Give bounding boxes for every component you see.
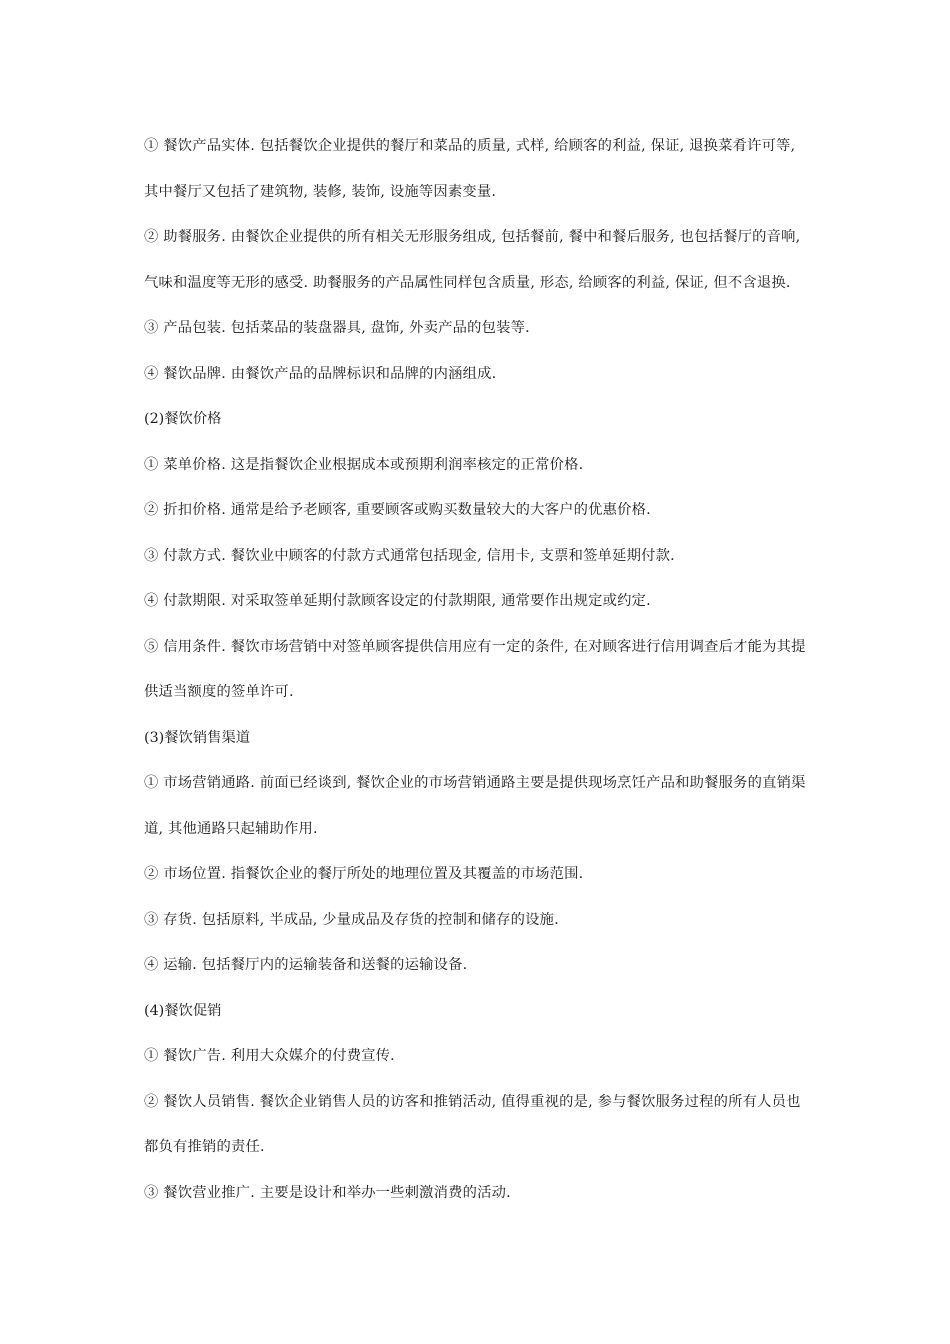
document-body (144, 124, 814, 1216)
section-heading-price: (2)餐饮价格 (144, 411, 222, 427)
paragraph-personal-selling: ② 餐饮人员销售. 餐饮企业销售人员的访客和推销活动, 值得重视的是, 参与餐饮服务过程的所有人员也都负有推销的责任. (144, 1093, 801, 1155)
paragraph-inventory: ③ 存货. 包括原料, 半成品, 少量成品及存货的控制和储存的设施. (144, 911, 559, 928)
paragraph-dining-service: ② 助餐服务. 由餐饮企业提供的所有相关无形服务组成, 包括餐前, 餐中和餐后服务, 也包括餐厅的音响, 气味和温度等无形的感受. 助餐服务的产品属性同样包含质量, 形态, 给顾客的利益, 保证, 但不含退换. (144, 229, 801, 291)
paragraph-brand: ④ 餐饮品牌. 由餐饮产品的品牌标识和品牌的内涵组成. (144, 365, 497, 382)
paragraph-payment-term: ④ 付款期限. 对采取签单延期付款顾客设定的付款期限, 通常要作出规定或约定. (144, 593, 651, 609)
paragraph-packaging: ③ 产品包装. 包括菜品的装盘器具, 盘饰, 外卖产品的包装等. (144, 320, 530, 336)
paragraph-transport: ④ 运输. 包括餐厅内的运输装备和送餐的运输设备. (144, 957, 468, 973)
paragraph-credit-terms: ⑤ 信用条件. 餐饮市场营销中对签单顾客提供信用应有一定的条件, 在对顾客进行信用调查后才能为其提供适当额度的签单许可. (144, 638, 806, 700)
section-heading-promotion: (4)餐饮促销 (144, 1002, 222, 1019)
paragraph-market-location: ② 市场位置. 指餐饮企业的餐厅所处的地理位置及其覆盖的市场范围. (144, 866, 584, 882)
section-heading-channels: (3)餐饮销售渠道 (144, 729, 251, 746)
paragraph-marketing-channel: ① 市场营销通路. 前面已经谈到, 餐饮企业的市场营销通路主要是提供现场烹饪产品和助餐服务的直销渠道, 其他通路只起辅助作用. (144, 775, 806, 837)
paragraph-advertising: ① 餐饮广告. 利用大众媒介的付费宣传. (144, 1048, 395, 1064)
paragraph-discount-price: ② 折扣价格. 通常是给予老顾客, 重要顾客或购买数量较大的大客户的优惠价格. (144, 502, 651, 518)
paragraph-product-entity: ① 餐饮产品实体. 包括餐饮企业提供的餐厅和菜品的质量, 式样, 给顾客的利益, 保证, 退换菜肴许可等, 其中餐厅又包括了建筑物, 装修, 装饰, 设施等因素变量. (144, 138, 796, 200)
paragraph-menu-price: ① 菜单价格. 这是指餐饮企业根据成本或预期利润率核定的正常价格. (144, 456, 584, 473)
paragraph-payment-method: ③ 付款方式. 餐饮业中顾客的付款方式通常包括现金, 信用卡, 支票和签单延期付款. (144, 547, 675, 564)
paragraph-sales-promotion: ③ 餐饮营业推广. 主要是设计和举办一些刺激消费的活动. (144, 1184, 511, 1201)
